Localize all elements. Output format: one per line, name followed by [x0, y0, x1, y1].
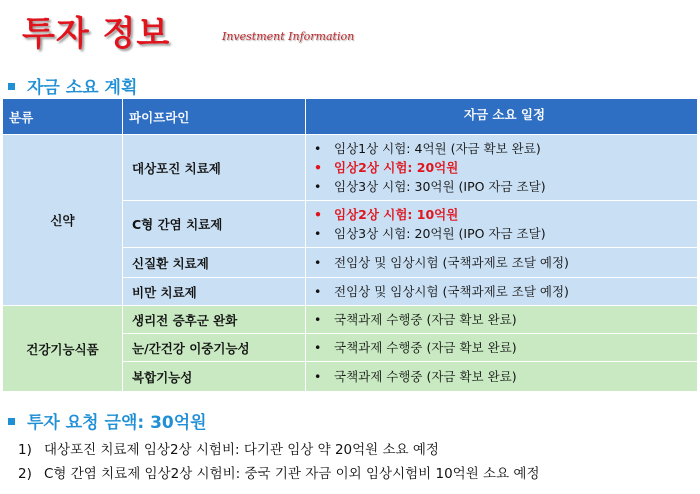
- note-item: 2) C형 간염 치료제 임상2상 시험비: 중국 기관 자금 이외 임상시험비 10억원 소요 예정: [18, 466, 540, 482]
- category-cell: 신약: [3, 135, 123, 306]
- header-schedule: 자금 소요 일정: [306, 99, 698, 135]
- list-item: [314, 367, 691, 386]
- bullet-icon: •: [314, 255, 322, 270]
- bullet-icon: •: [314, 226, 322, 241]
- list-item: [314, 338, 691, 357]
- list-item: [314, 282, 691, 301]
- section-investment-request: [8, 408, 207, 433]
- pipeline-cell: C형 간염 치료제: [123, 201, 306, 248]
- note-item: 1) 대상포진 치료제 임상2상 시험비: 다기관 임상 약 20억원 소요 예정: [18, 442, 439, 458]
- table-row: [3, 135, 698, 201]
- schedule-list: [314, 253, 691, 272]
- schedule-cell: [306, 201, 698, 248]
- schedule-cell: [306, 135, 698, 201]
- schedule-cell: [306, 278, 698, 306]
- notes-list: [18, 440, 540, 488]
- schedule-cell: [306, 362, 698, 392]
- schedule-list: [314, 367, 691, 386]
- pipeline-cell: 생리전 증후군 완화: [123, 306, 306, 334]
- schedule-text: 임상2상 시험: 10억원: [334, 207, 459, 222]
- bullet-icon: •: [314, 312, 322, 327]
- bullet-icon: •: [314, 179, 322, 194]
- table-header-row: [3, 99, 698, 135]
- schedule-cell: [306, 306, 698, 334]
- table-row: [3, 306, 698, 334]
- bullet-icon: •: [314, 141, 322, 156]
- schedule-text: 전임상 및 임상시험 (국책과제로 조달 예정): [334, 255, 569, 270]
- page-title: 투자 정보: [22, 14, 171, 54]
- pipeline-cell: 신질환 치료제: [123, 248, 306, 278]
- pipeline-cell: 대상포진 치료제: [123, 135, 306, 201]
- bullet-icon: •: [314, 207, 322, 222]
- pipeline-cell: 비만 치료제: [123, 278, 306, 306]
- schedule-text: 국책과제 수행중 (자금 확보 완료): [334, 340, 517, 355]
- square-bullet-icon: [8, 83, 15, 90]
- pipeline-cell: 눈/간건강 이중기능성: [123, 334, 306, 362]
- schedule-list: [314, 338, 691, 357]
- schedule-text: 국책과제 수행중 (자금 확보 완료): [334, 312, 517, 327]
- section-funding-plan: [8, 73, 137, 98]
- schedule-text: 전임상 및 임상시험 (국책과제로 조달 예정): [334, 284, 569, 299]
- section-title: 자금 소요 계획: [27, 78, 138, 98]
- bullet-icon: •: [314, 369, 322, 384]
- schedule-text: 임상1상 시험: 4억원 (자금 확보 완료): [334, 141, 541, 156]
- schedule-cell: [306, 248, 698, 278]
- schedule-cell: [306, 334, 698, 362]
- schedule-text: 국책과제 수행중 (자금 확보 완료): [334, 369, 517, 384]
- schedule-text: 임상3상 시험: 30억원 (IPO 자금 조달): [334, 179, 546, 194]
- header-category: 분류: [3, 99, 123, 135]
- schedule-text: 임상3상 시험: 20억원 (IPO 자금 조달): [334, 226, 546, 241]
- schedule-list: [314, 139, 691, 196]
- schedule-list: [314, 310, 691, 329]
- bullet-icon: •: [314, 284, 322, 299]
- section-title: 투자 요청 금액: 30억원: [27, 413, 207, 433]
- square-bullet-icon: [8, 418, 15, 425]
- schedule-list: [314, 205, 691, 243]
- list-item: [314, 310, 691, 329]
- list-item: [314, 158, 691, 177]
- pipeline-cell: 복합기능성: [123, 362, 306, 392]
- schedule-text: 임상2상 시험: 20억원: [334, 160, 459, 175]
- list-item: [314, 177, 691, 196]
- funding-table: [2, 98, 698, 392]
- list-item: [314, 224, 691, 243]
- page-subtitle: Investment Information: [222, 30, 355, 43]
- list-item: [314, 205, 691, 224]
- schedule-list: [314, 282, 691, 301]
- bullet-icon: •: [314, 160, 322, 175]
- list-item: [314, 139, 691, 158]
- list-item: [314, 253, 691, 272]
- category-cell: 건강기능식품: [3, 306, 123, 392]
- header-pipeline: 파이프라인: [123, 99, 306, 135]
- bullet-icon: •: [314, 340, 322, 355]
